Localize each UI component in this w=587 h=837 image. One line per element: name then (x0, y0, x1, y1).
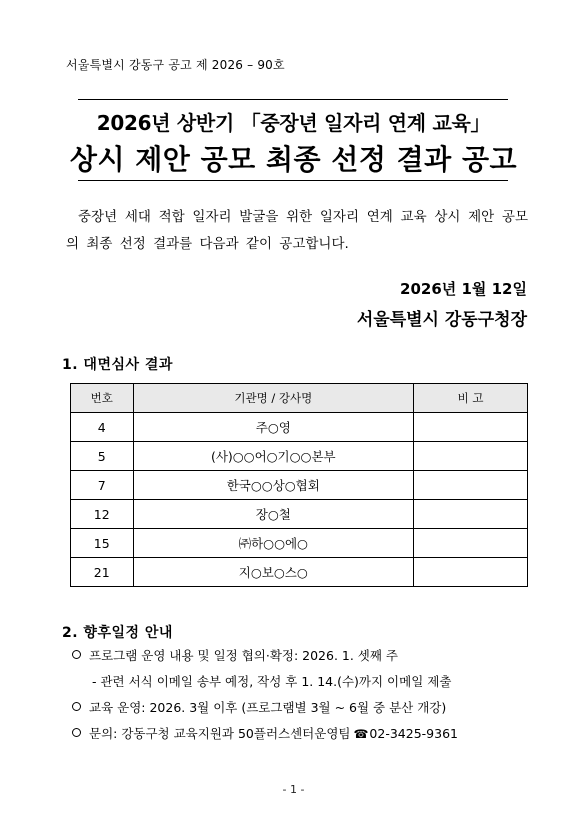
cell-remarks (414, 529, 528, 558)
cell-number: 7 (71, 471, 134, 500)
title-line-1: 2026년 상반기 「중장년 일자리 연계 교육」 (96, 111, 491, 135)
cell-organization: 주○영 (133, 413, 414, 442)
header-organization: 기관명 / 강사명 (133, 384, 414, 413)
header-remarks: 비 고 (414, 384, 528, 413)
schedule-item-education-operation (72, 698, 446, 716)
cell-remarks (414, 500, 528, 529)
table-header-row (71, 384, 528, 413)
title-line-2: 상시 제안 공모 최종 선정 결과 공고 (69, 143, 518, 176)
page-number: - 1 - (282, 783, 305, 796)
announcement-date: 2026년 1월 12일 (400, 280, 527, 298)
table-row (71, 529, 528, 558)
header-number: 번호 (71, 384, 134, 413)
contact-text: 문의: 강동구청 교육지원과 50플러스센터운영팀 (89, 726, 351, 741)
bullet-circle-icon (72, 728, 81, 737)
schedule-item-text: 프로그램 운영 내용 및 일정 협의·확정: 2026. 1. 셋째 주 (89, 648, 399, 663)
cell-organization: 장○철 (133, 500, 414, 529)
cell-number: 15 (71, 529, 134, 558)
table-row (71, 442, 528, 471)
notice-number: 서울특별시 강동구 공고 제 2026 – 90호 (66, 58, 285, 72)
cell-number: 12 (71, 500, 134, 529)
schedule-item-text: 교육 운영: 2026. 3월 이후 (프로그램별 3월 ~ 6월 중 분산 개강) (89, 700, 447, 715)
cell-number: 21 (71, 558, 134, 587)
cell-number: 4 (71, 413, 134, 442)
cell-organization: (사)○○어○기○○본부 (133, 442, 414, 471)
title-top-rule (78, 99, 508, 100)
table-row (71, 500, 528, 529)
bullet-circle-icon (72, 702, 81, 711)
table-row (71, 413, 528, 442)
table-row (71, 558, 528, 587)
issuer-name: 서울특별시 강동구청장 (356, 310, 527, 330)
cell-number: 5 (71, 442, 134, 471)
telephone-icon: ☎ (353, 727, 369, 741)
cell-remarks (414, 413, 528, 442)
intro-paragraph: 중장년 세대 적합 일자리 발굴을 위한 일자리 연계 교육 상시 제안 공모의 최종 선정 결과를 다음과 같이 공고합니다. (66, 209, 528, 252)
cell-remarks (414, 471, 528, 500)
section-2-heading: 2. 향후일정 안내 (62, 625, 173, 641)
cell-organization: 한국○○상○협회 (133, 471, 414, 500)
bullet-circle-icon (72, 650, 81, 659)
cell-remarks (414, 558, 528, 587)
table-row (71, 471, 528, 500)
title-bottom-rule (78, 180, 508, 181)
section-1-heading: 1. 대면심사 결과 (62, 357, 173, 373)
cell-organization: 지○보○스○ (133, 558, 414, 587)
contact-phone-number[interactable]: 02-3425-9361 (369, 726, 458, 741)
cell-remarks (414, 442, 528, 471)
schedule-item-program-consultation (72, 646, 398, 664)
results-table (70, 383, 528, 587)
schedule-sub-item-email: - 관련 서식 이메일 송부 예정, 작성 후 1. 14.(수)까지 이메일 제출 (92, 674, 452, 689)
cell-organization: ㈜하○○에○ (133, 529, 414, 558)
schedule-item-contact (72, 724, 458, 742)
